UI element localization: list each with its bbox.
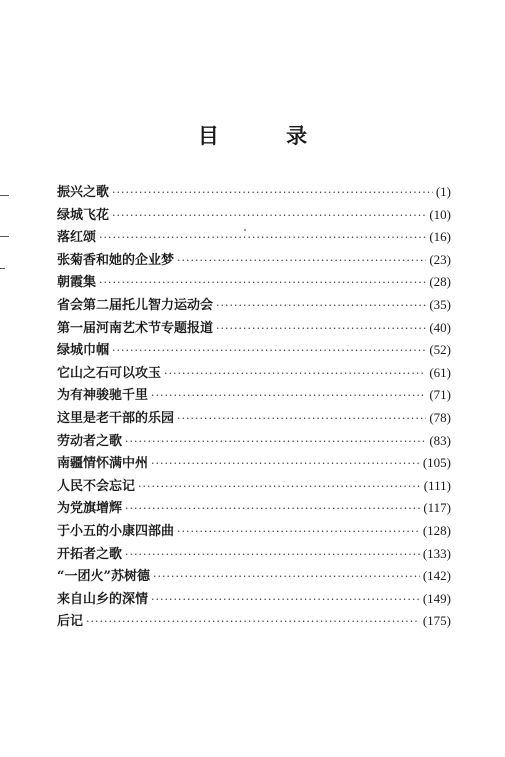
toc-entry[interactable] bbox=[57, 294, 451, 317]
toc-dot-leader bbox=[216, 295, 426, 318]
toc-entry-title: 振兴之歌 bbox=[57, 185, 110, 200]
toc-entry[interactable] bbox=[57, 271, 451, 294]
toc-entry[interactable] bbox=[57, 339, 451, 362]
toc-entry[interactable] bbox=[57, 249, 451, 272]
toc-entry-title: “一团火”苏树德 bbox=[57, 569, 150, 585]
toc-entry-page: (1) bbox=[435, 184, 451, 199]
scan-margin-mark bbox=[0, 268, 5, 269]
page-title: 目 录 bbox=[197, 123, 338, 148]
toc-dot-leader bbox=[153, 566, 420, 589]
toc-dot-leader bbox=[177, 408, 426, 431]
scan-margin-mark bbox=[0, 195, 9, 196]
toc-dot-leader bbox=[99, 227, 426, 250]
toc-entry-page: (71) bbox=[429, 387, 451, 403]
toc-entry-title: 这里是老干部的乐园 bbox=[57, 410, 175, 426]
toc-entry-title: 开拓者之歌 bbox=[57, 546, 123, 562]
toc-entry-page: (61) bbox=[429, 364, 451, 380]
toc-entry[interactable] bbox=[57, 452, 451, 475]
toc-entry-title: 来自山乡的深情 bbox=[57, 591, 149, 607]
toc-entry-page: (23) bbox=[429, 251, 451, 267]
toc-entry-page: (105) bbox=[422, 455, 451, 471]
toc-entry-page: (142) bbox=[422, 568, 451, 584]
toc-entry[interactable] bbox=[57, 362, 451, 385]
toc-entry[interactable] bbox=[57, 543, 451, 566]
toc-entry-page: (52) bbox=[429, 342, 451, 358]
toc-entry-page: (28) bbox=[429, 274, 451, 290]
toc-dot-leader bbox=[151, 385, 426, 408]
toc-entry-page: (10) bbox=[429, 206, 451, 222]
toc-entry-title: 张菊香和她的企业梦 bbox=[57, 252, 175, 268]
toc-entry-page: (111) bbox=[423, 477, 451, 493]
toc-dot-leader bbox=[125, 498, 420, 521]
table-of-contents bbox=[57, 181, 451, 633]
toc-dot-leader bbox=[99, 272, 426, 295]
toc-entry[interactable] bbox=[57, 181, 451, 204]
toc-entry-page: (40) bbox=[429, 319, 451, 335]
toc-entry[interactable] bbox=[57, 565, 451, 588]
toc-entry-title: 于小五的小康四部曲 bbox=[57, 523, 175, 539]
toc-entry-title: 后记 bbox=[57, 614, 84, 630]
toc-entry-title: 劳动者之歌 bbox=[57, 433, 123, 449]
toc-entry-title: 为党旗增辉 bbox=[57, 501, 123, 517]
toc-entry-page: (78) bbox=[429, 409, 451, 425]
toc-dot-leader bbox=[125, 431, 426, 454]
toc-entry-page: (16) bbox=[429, 229, 451, 245]
toc-entry[interactable] bbox=[57, 588, 451, 611]
toc-entry-title: 人民不会忘记 bbox=[57, 478, 136, 494]
toc-dot-leader bbox=[216, 318, 426, 341]
toc-entry-page: (133) bbox=[422, 545, 451, 561]
toc-entry[interactable] bbox=[57, 475, 451, 498]
toc-entry-title: 绿城飞花 bbox=[57, 207, 110, 223]
toc-entry-title: 南疆情怀满中州 bbox=[57, 456, 149, 472]
toc-dot-leader bbox=[177, 250, 426, 273]
toc-entry[interactable] bbox=[57, 520, 451, 543]
toc-entry-page: (149) bbox=[422, 590, 451, 606]
toc-dot-leader bbox=[164, 363, 426, 386]
toc-dot-leader bbox=[112, 205, 426, 228]
toc-entry-page: (128) bbox=[422, 522, 451, 538]
toc-entry[interactable] bbox=[57, 430, 451, 453]
toc-dot-leader bbox=[125, 544, 420, 567]
toc-dot-leader bbox=[112, 340, 426, 363]
toc-entry-title: 第一届河南艺术节专题报道 bbox=[57, 320, 214, 336]
toc-dot-leader bbox=[86, 611, 420, 634]
toc-entry[interactable] bbox=[57, 384, 451, 407]
toc-entry[interactable] bbox=[57, 317, 451, 340]
scan-margin-mark bbox=[0, 236, 9, 237]
toc-entry-page: (35) bbox=[429, 296, 451, 312]
toc-dot-leader bbox=[151, 453, 420, 476]
toc-entry-title: 为有神骏驰千里 bbox=[57, 388, 149, 404]
toc-entry[interactable] bbox=[57, 610, 451, 633]
toc-entry-title: 省会第二届托儿智力运动会 bbox=[57, 297, 214, 313]
scan-speck bbox=[244, 229, 246, 231]
toc-entry-title: 落红颂 bbox=[57, 230, 97, 246]
toc-dot-leader bbox=[112, 182, 433, 205]
toc-entry-page: (83) bbox=[429, 432, 451, 448]
toc-entry-title: 朝霞集 bbox=[57, 275, 97, 291]
toc-entry-page: (175) bbox=[422, 613, 451, 629]
toc-entry[interactable] bbox=[57, 204, 451, 227]
toc-dot-leader bbox=[151, 589, 420, 612]
toc-entry-page: (117) bbox=[423, 500, 451, 516]
toc-entry[interactable] bbox=[57, 407, 451, 430]
toc-entry-title: 绿城巾帼 bbox=[57, 343, 110, 359]
toc-entry[interactable] bbox=[57, 497, 451, 520]
toc-dot-leader bbox=[138, 476, 421, 499]
toc-dot-leader bbox=[177, 521, 420, 544]
toc-entry[interactable] bbox=[57, 226, 451, 249]
toc-entry-title: 它山之石可以攻玉 bbox=[57, 365, 162, 381]
